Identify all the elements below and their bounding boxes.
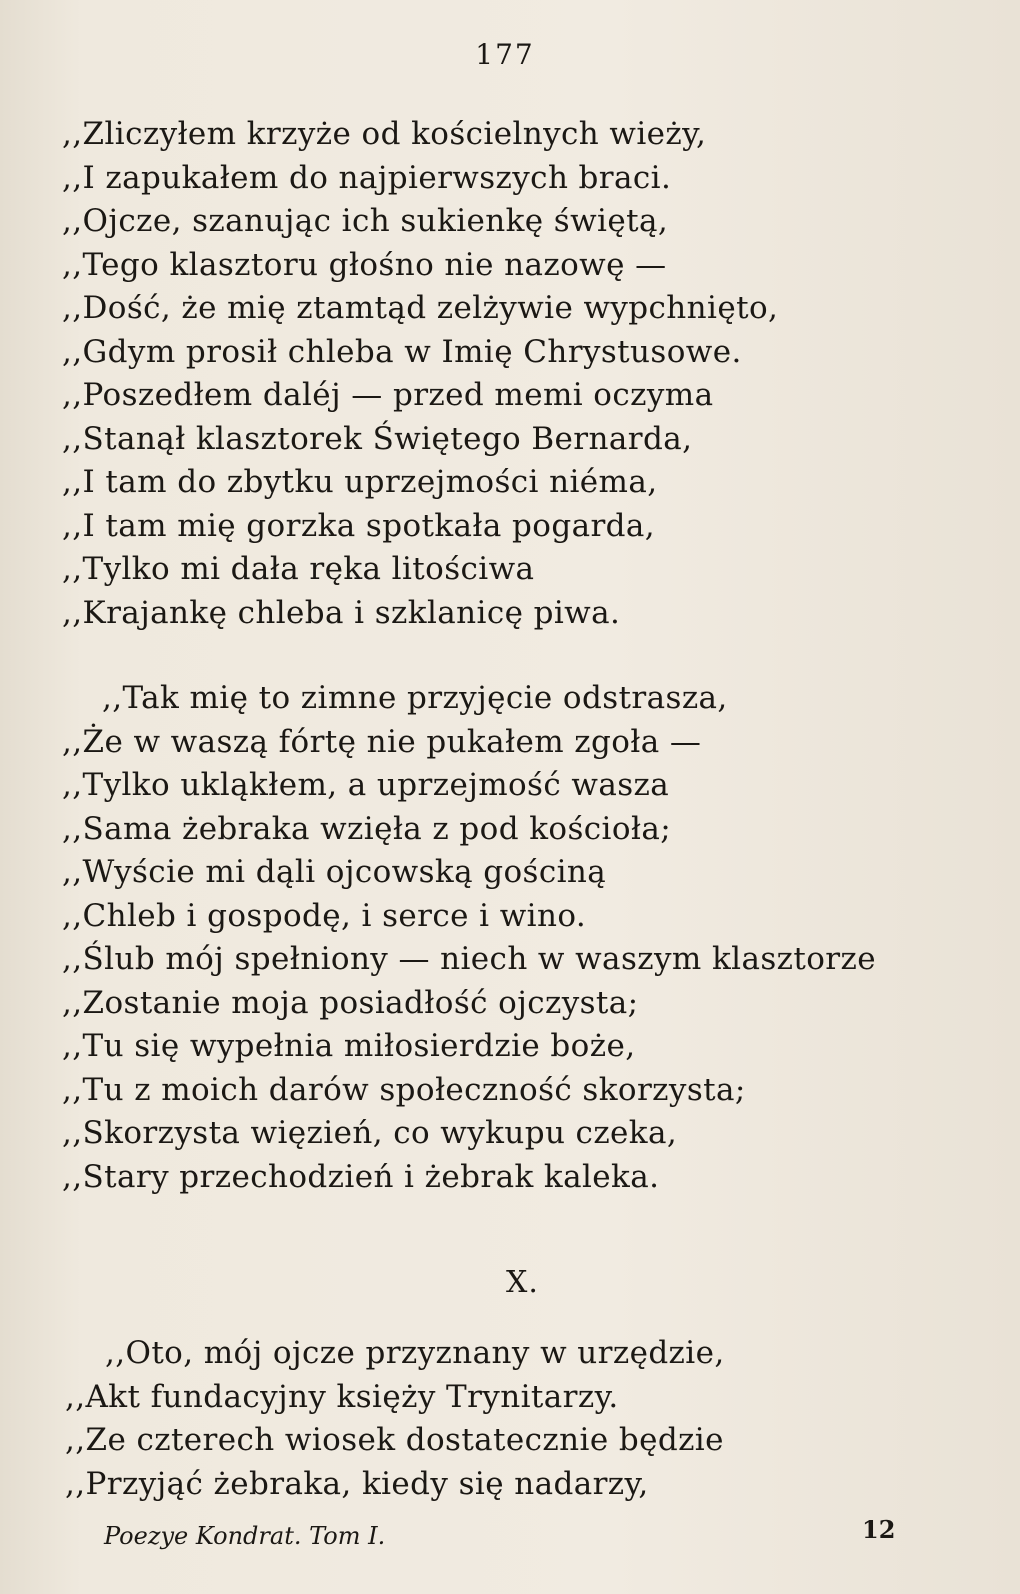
verse-line: ,,Poszedłem daléj — przed memi oczyma — [62, 377, 714, 413]
stanza-3 — [65, 1332, 725, 1506]
stanza-1 — [62, 113, 778, 635]
verse-line: ,,I zapukałem do najpierwszych braci. — [62, 159, 672, 196]
verse-line: ,,Stary przechodzień i żebrak kaleka. — [62, 1158, 660, 1195]
verse-line: ,,Tylko ukląkłem, a uprzejmość wasza — [62, 767, 670, 803]
verse-line: ,,I tam mię gorzka spotkała pogarda, — [62, 507, 656, 544]
verse-line: ,,Dość, że mię ztamtąd zelżywie wypchnięto, — [62, 290, 779, 326]
verse-line: ,,Ślub mój spełniony — niech w waszym klasztorze — [62, 941, 876, 977]
stanza-2 — [62, 677, 876, 1199]
verse-line: ,,Ojcze, szanując ich sukienkę świętą, — [62, 203, 669, 239]
verse-line: ,,Tylko mi dała ręka litościwa — [62, 551, 535, 587]
verse-line: ,,Skorzysta więzień, co wykupu czeka, — [62, 1115, 678, 1151]
verse-line: ,,Krajankę chleba i szklanicę piwa. — [62, 594, 621, 631]
verse-line: ,,Zliczyłem krzyże od kościelnych wieży, — [62, 116, 707, 152]
verse-line: ,,Gdym prosił chleba w Imię Chrystusowe. — [62, 333, 742, 370]
printer-signature: Poezye Kondrat. Tom I. — [104, 1522, 386, 1550]
verse-line: ,,Że w waszą fórtę nie pukałem zgoła — — [62, 723, 702, 760]
verse-line: ,,Tu z moich darów społeczność skorzysta; — [62, 1071, 746, 1108]
verse-line: ,,Ze czterech wiosek dostatecznie będzie — [65, 1422, 724, 1458]
verse-line: ,,Sama żebraka wzięła z pod kościoła; — [62, 810, 672, 847]
verse-line: ,,Akt fundacyjny księży Trynitarzy. — [65, 1378, 619, 1415]
verse-line: ,,Oto, mój ojcze przyznany w urzędzie, — [105, 1335, 725, 1371]
sheet-number: 12 — [862, 1515, 896, 1544]
verse-line: ,,Chleb i gospodę, i serce i wino. — [62, 897, 587, 934]
page-number: 177 — [475, 38, 535, 71]
verse-line: ,,Tu się wypełnia miłosierdzie boże, — [62, 1028, 636, 1064]
section-heading: X. — [506, 1265, 539, 1300]
verse-line: ,,Stanął klasztorek Świętego Bernarda, — [62, 420, 693, 457]
verse-line: ,,Tego klasztoru głośno nie nazowę — — [62, 246, 667, 283]
verse-line: ,,Wyście mi dąli ojcowską gościną — [62, 854, 607, 890]
verse-line: ,,I tam do zbytku uprzejmości niéma, — [62, 464, 658, 500]
verse-line: ,,Zostanie moja posiadłość ojczysta; — [62, 984, 639, 1021]
verse-line: ,,Tak mię to zimne przyjęcie odstrasza, — [102, 680, 728, 716]
verse-line: ,,Przyjąć żebraka, kiedy się nadarzy, — [65, 1465, 649, 1502]
